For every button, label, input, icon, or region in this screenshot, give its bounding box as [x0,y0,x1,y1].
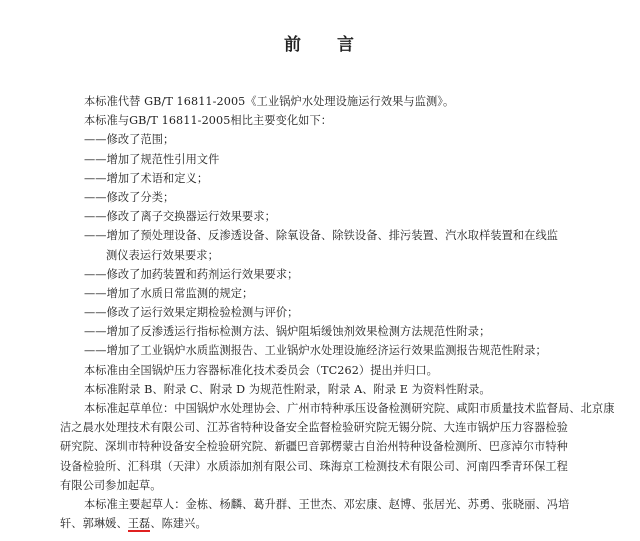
intro-changes: 本标准与GB/T 16811-2005相比主要变化如下： [84,114,333,128]
drafters-line: 本标准主要起草人：金栋、杨麟、葛升群、王世杰、邓宏康、赵博、张居光、苏勇、张晓丽、冯培 [84,497,570,511]
title-char-1: 前 [284,35,303,55]
drafters-text-end: 、陈建兴。 [150,517,207,531]
underlined-drafter-name: 王磊 [127,517,151,531]
change-item: ——修改了范围； [84,133,175,147]
change-item: ——修改了分类； [84,190,175,204]
drafting-units-line: 本标准起草单位：中国锅炉水处理协会、广州市特种承压设备检测研究院、咸阳市质量技术监督局、北京康 [84,402,615,415]
change-item: ——增加了术语和定义； [84,171,209,185]
change-item: ——增加了规范性引用文件 [84,152,220,166]
change-item: ——修改了离子交换器运行效果要求； [84,210,276,224]
change-item: ——增加了水质日常监测的规定； [84,286,254,300]
change-item-continued: 测仪表运行效果要求； [106,248,219,262]
page-title [0,30,640,55]
appendix-paragraph: 本标准附录 B、附录 C、附录 D 为规范性附录，附录 A、附录 E 为资料性附录。 [84,382,491,396]
change-item: ——增加了工业锅炉水质监测报告、工业锅炉水处理设施经济运行效果监测报告规范性附录； [84,344,547,358]
drafting-units-line: 研究院、深圳市特种设备安全检验研究院、新疆巴音郭楞蒙古自治州特种设备检测所、巴彦淖尔市特种 [60,440,568,454]
proposer-paragraph: 本标准由全国锅炉压力容器标准化技术委员会（TC262）提出并归口。 [84,363,438,377]
title-char-2: 言 [337,35,356,55]
drafting-units-line: 洁之晨水处理技术有限公司、江苏省特种设备安全监督检验研究院无锡分院、大连市锅炉压力容器检验 [60,421,568,435]
drafting-units-line: 设备检验所、汇科琪（天津）水质添加剂有限公司、珠海京工检测技术有限公司、河南四季青环保工程 [60,459,568,473]
drafting-units-line: 有限公司参加起草。 [60,478,162,492]
intro-replaces: 本标准代替 GB/T 16811-2005《工业锅炉水处理设施运行效果与监测》。 [84,95,455,108]
change-item: ——修改了运行效果定期检验检测与评价； [84,306,299,320]
document-body [60,92,624,533]
drafters-line-2 [60,514,624,533]
drafters-text: 轩、郭琳媛、 [60,517,128,531]
change-item: ——增加了反渗透运行指标检测方法、锅炉阻垢缓蚀剂效果检测方法规范性附录； [84,325,491,339]
change-item: ——增加了预处理设备、反渗透设备、除氧设备、除铁设备、排污装置、汽水取样装置和在线监 [84,229,559,243]
change-item: ——修改了加药装置和药剂运行效果要求； [84,267,299,281]
